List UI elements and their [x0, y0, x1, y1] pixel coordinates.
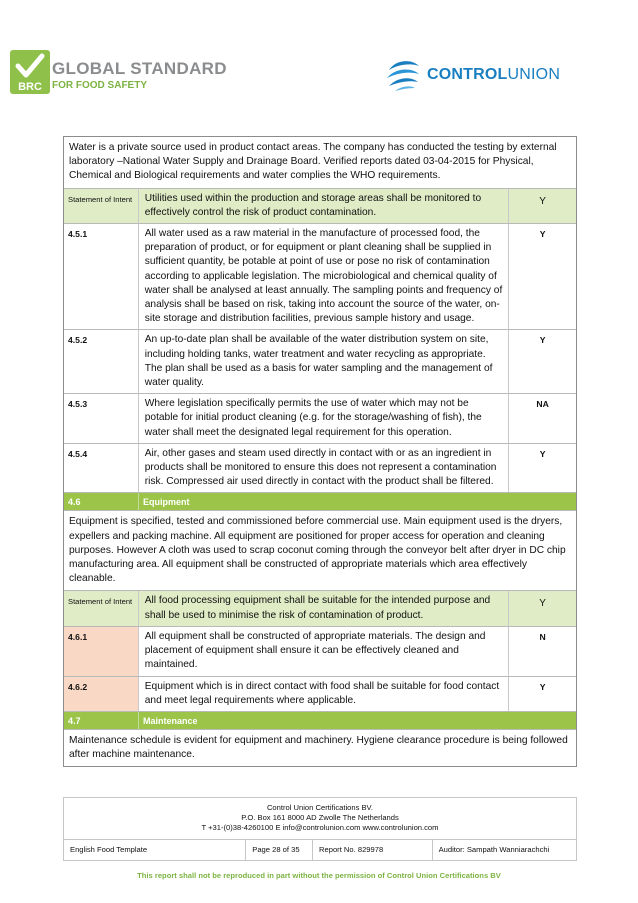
page-footer	[63, 797, 577, 861]
control-union-logo	[385, 58, 595, 92]
cu-name-bold: CONTROL	[427, 66, 508, 83]
brc-title: GLOBAL STANDARD	[52, 59, 227, 78]
clause-status: Y	[508, 224, 576, 329]
footer-report-number: Report No. 829978	[313, 840, 433, 860]
intent-text: Utilities used within the production and storage areas shall be monitored to effectively control the risk of product contamination.	[139, 189, 509, 223]
brc-subtitle: FOR FOOD SAFETY	[52, 80, 147, 91]
clause-code: 4.5.4	[64, 444, 139, 493]
section-code: 4.6	[64, 493, 139, 510]
clause-code: 4.6.2	[64, 677, 139, 711]
control-union-name	[427, 66, 560, 84]
clause-row-4-5-1	[64, 224, 576, 330]
maintenance-intro: Maintenance schedule is evident for equipment and machinery. Hygiene clearance procedure is being followed after machine maintenance.	[69, 734, 568, 761]
section-code: 4.7	[64, 712, 139, 729]
footer-company: Control Union Certifications BV.	[266, 803, 374, 812]
clause-row-4-5-2	[64, 330, 576, 394]
water-intent-row	[64, 189, 576, 224]
section-title: Maintenance	[143, 715, 198, 726]
clause-text: All water used as a raw material in the manufacture of processed food, the preparation of product, or for equipment or plant cleaning shall be supplied in sufficient quantity, be potable at point of use or pose no risk of contamination according to applicable legislation. The microbiological and chemical quality of water shall be analysed at least annually. The sampling points and frequency of analysis shall be based on risk, taking into account the source of the water, on-site storage and distribution facilities, previous sample history and usage.	[144, 228, 503, 325]
brc-badge-icon	[10, 50, 50, 94]
clause-status: NA	[508, 394, 576, 443]
clause-code: 4.5.1	[64, 224, 139, 329]
clause-row-4-6-1	[64, 627, 576, 677]
equipment-intro: Equipment is specified, tested and commissioned before commercial use. Main equipment used is the dryers, expellers and packing machine. All equipment are positioned for proper access for operation and cleaning purposes. However A cloth was used to scrap coconut coming through the conveyor belt after dryer in DC chip manufacturing area. All equipment shall be constructed of appropriate materials which area effectively cleanable.	[64, 511, 576, 591]
equipment-intent-row	[64, 591, 576, 626]
intent-status: Y	[508, 591, 576, 625]
clause-text: Equipment which is in direct contact with food shall be suitable for food contact and meet legal requirements where applicable.	[144, 680, 500, 706]
clause-status: Y	[508, 444, 576, 493]
clause-status: Y	[508, 677, 576, 711]
footer-contact: T +31-(0)38-4260100 E info@controlunion.com www.controlunion.com	[201, 823, 439, 832]
section-header-equipment	[64, 493, 576, 511]
reproduction-notice: This report shall not be reproduced in part without the permission of Control Union Certifications BV	[137, 871, 501, 880]
clause-code: 4.5.2	[64, 330, 139, 393]
clause-code: 4.6.1	[64, 627, 139, 676]
intent-label: Statement of Intent	[64, 591, 139, 625]
intent-text: All food processing equipment shall be suitable for the intended purpose and shall be used to minimise the risk of contamination of product.	[139, 591, 509, 625]
footer-page-number: Page 28 of 35	[246, 840, 313, 860]
water-intro: Water is a private source used in product contact areas. The company has conducted the testing by external laboratory –National Water Supply and Drainage Board. Verified reports dated 03-04-2015 for Physical, Chemical and Biological requirements and water complies the WHO requirements.	[64, 137, 576, 189]
footer-template: English Food Template	[64, 840, 246, 860]
clause-text: Where legislation specifically permits the use of water which may not be potable for initial product cleaning (e.g. for the storage/washing of fish), the water shall meet the designated legal requirement for this operation.	[144, 398, 482, 438]
clause-row-4-6-2	[64, 677, 576, 712]
clause-status: Y	[508, 330, 576, 393]
clause-row-4-5-4	[64, 444, 576, 494]
intent-status: Y	[508, 189, 576, 223]
footer-address-block	[64, 798, 576, 840]
requirements-table	[63, 136, 577, 767]
brc-badge-text: BRC	[18, 81, 42, 93]
clause-text: An up-to-date plan shall be available of the water distribution system on site, including holding tanks, water treatment and water recycling as appropriate. The plan shall be used as a basis for water sampling and the management of water quality.	[144, 334, 493, 389]
clause-code: 4.5.3	[64, 394, 139, 443]
brc-logo	[10, 50, 225, 94]
control-union-mark-icon	[385, 58, 421, 92]
footer-address: P.O. Box 161 8000 AD Zwolle The Netherlands	[241, 813, 399, 822]
cu-name-light: UNION	[507, 66, 561, 83]
clause-status: N	[508, 627, 576, 676]
footer-meta-row	[64, 840, 576, 860]
footer-auditor: Auditor: Sampath Wanniarachchi	[438, 845, 550, 854]
clause-row-4-5-3	[64, 394, 576, 444]
intent-label: Statement of Intent	[64, 189, 139, 223]
clause-text: Air, other gases and steam used directly in contact with or as an ingredient in products shall be monitored to ensure this does not represent a contamination risk. Compressed air used directly in contact with the product shall be filtered.	[144, 447, 497, 488]
section-title: Equipment	[143, 497, 190, 508]
section-header-maintenance	[64, 712, 576, 730]
clause-text: All equipment shall be constructed of appropriate materials. The design and placement of equipment shall ensure it can be effectively cleaned and maintained.	[144, 630, 486, 671]
